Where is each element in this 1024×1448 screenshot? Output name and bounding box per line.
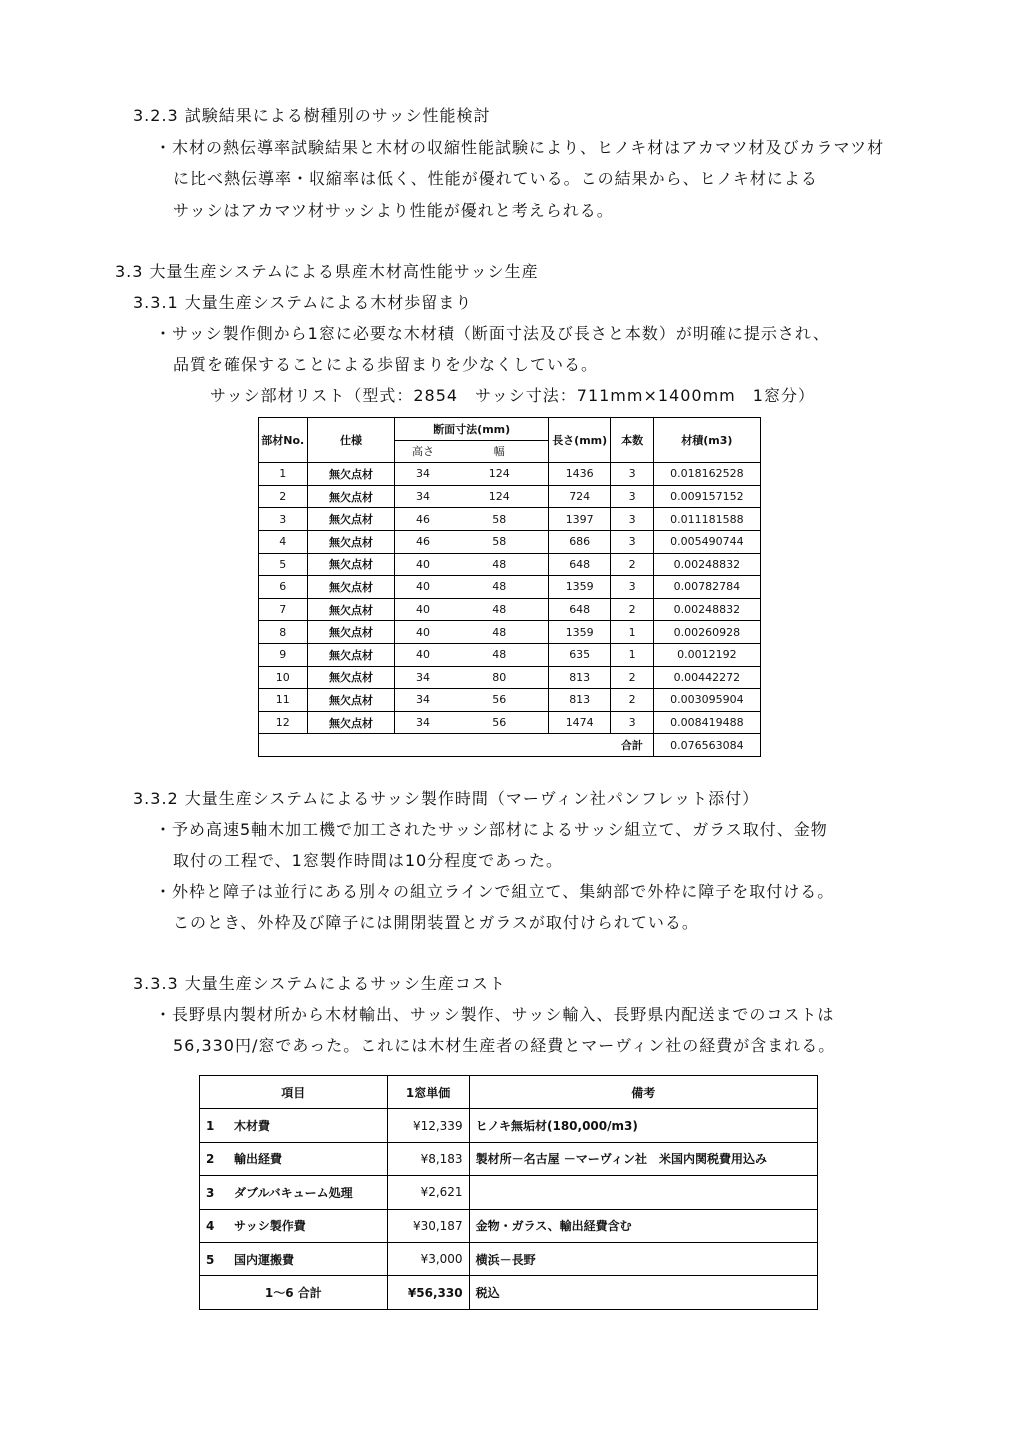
cost-total-label: 1～6 合計	[200, 1276, 388, 1309]
cell-height: 40	[395, 621, 451, 644]
cell-item-number: 5	[206, 1252, 215, 1267]
cell-unit-price: ¥12,339	[387, 1109, 469, 1142]
cell-width: 124	[451, 485, 549, 508]
cell-volume: 0.008419488	[653, 711, 760, 734]
cell-count: 3	[611, 463, 653, 486]
cell-note: 製材所－名古屋 －マーヴィン社 米国内関税費用込み	[469, 1142, 817, 1175]
cell-item-label: サッシ製作費	[234, 1219, 306, 1234]
cell-item	[200, 1109, 388, 1142]
section-title-3-3-3: 3.3.3 大量生産システムによるサッシ生産コスト	[133, 974, 506, 993]
table-total-row	[259, 734, 761, 757]
paragraph-line: ・サッシ製作側から1窓に必要な木材積（断面寸法及び長さと本数）が明確に提示され、	[155, 324, 830, 343]
cell-count: 2	[611, 553, 653, 576]
cell-width: 56	[451, 711, 549, 734]
table-row	[259, 666, 761, 689]
cost-row	[200, 1176, 818, 1209]
table-row	[259, 463, 761, 486]
header-note: 備考	[469, 1076, 817, 1109]
cell-length: 724	[548, 485, 610, 508]
cell-count: 3	[611, 508, 653, 531]
parts-list-table	[258, 417, 761, 757]
cell-note: 金物・ガラス、輸出経費含む	[469, 1209, 817, 1242]
table-row	[259, 530, 761, 553]
cell-note	[469, 1176, 817, 1209]
cell-volume: 0.005490744	[653, 530, 760, 553]
paragraph-line: 取付の工程で、1窓製作時間は10分程度であった。	[173, 851, 564, 870]
cell-item-label: ダブルバキューム処理	[234, 1185, 353, 1200]
total-value: 0.076563084	[653, 734, 760, 757]
cell-item	[200, 1176, 388, 1209]
cost-total-note: 税込	[469, 1276, 817, 1309]
table-row	[259, 621, 761, 644]
cell-spec: 無欠点材	[307, 621, 395, 644]
table-row	[259, 643, 761, 666]
cost-table	[199, 1075, 818, 1310]
cell-spec: 無欠点材	[307, 530, 395, 553]
cell-length: 1436	[548, 463, 610, 486]
header-volume: 材積(m3)	[653, 418, 760, 463]
cell-item-number: 2	[206, 1152, 215, 1167]
cell-part-no: 7	[259, 598, 308, 621]
cell-length: 1359	[548, 621, 610, 644]
header-spec: 仕様	[307, 418, 395, 463]
cell-count: 3	[611, 711, 653, 734]
cell-height: 46	[395, 530, 451, 553]
cell-spec: 無欠点材	[307, 485, 395, 508]
header-length: 長さ(mm)	[548, 418, 610, 463]
header-item: 項目	[200, 1076, 388, 1109]
cell-note: 横浜－長野	[469, 1242, 817, 1275]
cell-unit-price: ¥8,183	[387, 1142, 469, 1175]
cell-item	[200, 1142, 388, 1175]
total-label: 合計	[611, 734, 653, 757]
cell-part-no: 4	[259, 530, 308, 553]
cell-height: 34	[395, 485, 451, 508]
cost-row	[200, 1209, 818, 1242]
cell-unit-price: ¥30,187	[387, 1209, 469, 1242]
table-row	[259, 576, 761, 599]
section-title-3-3-2: 3.3.2 大量生産システムによるサッシ製作時間（マーヴィン社パンフレット添付）	[133, 789, 760, 808]
cell-volume: 0.0012192	[653, 643, 760, 666]
cell-volume: 0.00260928	[653, 621, 760, 644]
section-title-3-3: 3.3 大量生産システムによる県産木材高性能サッシ生産	[115, 262, 539, 281]
table-row	[259, 711, 761, 734]
cell-height: 40	[395, 643, 451, 666]
paragraph-line: このとき、外枠及び障子には開閉装置とガラスが取付けられている。	[173, 913, 699, 932]
cost-total-row	[200, 1276, 818, 1309]
header-count: 本数	[611, 418, 653, 463]
section-title-3-3-1: 3.3.1 大量生産システムによる木材歩留まり	[133, 293, 473, 312]
cell-spec: 無欠点材	[307, 643, 395, 666]
paragraph-line: に比べ熱伝導率・収縮率は低く、性能が優れている。この結果から、ヒノキ材による	[173, 169, 818, 188]
paragraph-line: 56,330円/窓であった。これには木材生産者の経費とマーヴィン社の経費が含まれる。	[173, 1036, 836, 1055]
cell-count: 2	[611, 689, 653, 712]
cell-volume: 0.00442272	[653, 666, 760, 689]
cell-count: 3	[611, 485, 653, 508]
cell-width: 48	[451, 553, 549, 576]
cell-length: 1474	[548, 711, 610, 734]
cell-item	[200, 1209, 388, 1242]
cell-length: 813	[548, 666, 610, 689]
cost-table-body	[200, 1109, 818, 1276]
cell-width: 48	[451, 621, 549, 644]
cell-part-no: 1	[259, 463, 308, 486]
cell-width: 56	[451, 689, 549, 712]
cell-item-label: 輸出経費	[234, 1152, 283, 1167]
table-caption: サッシ部材リスト（型式：2854 サッシ寸法：711mm×1400mm 1窓分）	[210, 386, 815, 405]
cell-volume: 0.00248832	[653, 598, 760, 621]
cell-part-no: 6	[259, 576, 308, 599]
cell-item	[200, 1242, 388, 1275]
cell-spec: 無欠点材	[307, 598, 395, 621]
parts-table-body	[259, 463, 761, 734]
cell-height: 34	[395, 463, 451, 486]
paragraph-line: ・長野県内製材所から木材輸出、サッシ製作、サッシ輸入、長野県内配送までのコストは	[155, 1005, 835, 1024]
cell-item-number: 3	[206, 1185, 215, 1200]
cell-unit-price: ¥2,621	[387, 1176, 469, 1209]
cell-height: 40	[395, 576, 451, 599]
cell-item-number: 4	[206, 1219, 215, 1234]
cell-count: 1	[611, 621, 653, 644]
paragraph-line: 品質を確保することによる歩留まりを少なくしている。	[173, 355, 599, 374]
cell-item-label: 木材費	[234, 1119, 271, 1134]
total-label	[259, 734, 611, 757]
cell-count: 3	[611, 576, 653, 599]
cell-volume: 0.018162528	[653, 463, 760, 486]
cell-part-no: 3	[259, 508, 308, 531]
table-row	[259, 689, 761, 712]
cell-spec: 無欠点材	[307, 463, 395, 486]
cell-part-no: 8	[259, 621, 308, 644]
paragraph-line: ・木材の熱伝導率試験結果と木材の収縮性能試験により、ヒノキ材はアカマツ材及びカラマツ材	[155, 138, 885, 157]
cell-volume: 0.009157152	[653, 485, 760, 508]
cell-length: 1359	[548, 576, 610, 599]
cost-row	[200, 1242, 818, 1275]
header-width: 幅	[451, 440, 549, 463]
cell-volume: 0.00248832	[653, 553, 760, 576]
paragraph-line: ・外枠と障子は並行にある別々の組立ラインで組立て、集納部で外枠に障子を取付ける。	[155, 882, 835, 901]
cell-length: 686	[548, 530, 610, 553]
cell-count: 2	[611, 598, 653, 621]
cost-total-value: ¥56,330	[387, 1276, 469, 1309]
cost-header-row	[200, 1076, 818, 1109]
cell-count: 2	[611, 666, 653, 689]
cell-length: 813	[548, 689, 610, 712]
cell-length: 648	[548, 598, 610, 621]
cell-volume: 0.011181588	[653, 508, 760, 531]
table-row	[259, 553, 761, 576]
cell-spec: 無欠点材	[307, 711, 395, 734]
section-title-3-2-3: 3.2.3 試験結果による樹種別のサッシ性能検討	[133, 106, 491, 125]
cost-row	[200, 1109, 818, 1142]
paragraph-line: サッシはアカマツ材サッシより性能が優れと考えられる。	[173, 201, 614, 220]
cell-part-no: 5	[259, 553, 308, 576]
cell-count: 3	[611, 530, 653, 553]
header-part-no: 部材No.	[259, 418, 308, 463]
cell-length: 648	[548, 553, 610, 576]
cell-spec: 無欠点材	[307, 666, 395, 689]
cell-unit-price: ¥3,000	[387, 1242, 469, 1275]
cell-length: 1397	[548, 508, 610, 531]
cell-note: ヒノキ無垢材(180,000/m3)	[469, 1109, 817, 1142]
cell-width: 58	[451, 530, 549, 553]
header-unit-price: 1窓単価	[387, 1076, 469, 1109]
cell-volume: 0.003095904	[653, 689, 760, 712]
table-row	[259, 485, 761, 508]
cell-width: 48	[451, 643, 549, 666]
cell-spec: 無欠点材	[307, 576, 395, 599]
table-row	[259, 598, 761, 621]
cell-spec: 無欠点材	[307, 508, 395, 531]
cell-height: 34	[395, 689, 451, 712]
cell-width: 80	[451, 666, 549, 689]
cell-part-no: 11	[259, 689, 308, 712]
cell-spec: 無欠点材	[307, 553, 395, 576]
cell-volume: 0.00782784	[653, 576, 760, 599]
cell-height: 40	[395, 553, 451, 576]
header-height: 高さ	[395, 440, 451, 463]
cell-height: 34	[395, 711, 451, 734]
cell-width: 124	[451, 463, 549, 486]
cost-row	[200, 1142, 818, 1175]
cell-height: 34	[395, 666, 451, 689]
table-header-row	[259, 418, 761, 441]
cell-count: 1	[611, 643, 653, 666]
cell-width: 48	[451, 598, 549, 621]
cell-spec: 無欠点材	[307, 689, 395, 712]
cell-length: 635	[548, 643, 610, 666]
cell-height: 46	[395, 508, 451, 531]
cell-item-number: 1	[206, 1119, 215, 1134]
paragraph-line: ・予め高速5軸木加工機で加工されたサッシ部材によるサッシ組立て、ガラス取付、金物	[155, 820, 828, 839]
cell-part-no: 2	[259, 485, 308, 508]
cell-item-label: 国内運搬費	[234, 1252, 295, 1267]
cell-height: 40	[395, 598, 451, 621]
cell-width: 48	[451, 576, 549, 599]
cell-part-no: 12	[259, 711, 308, 734]
cell-part-no: 9	[259, 643, 308, 666]
cell-part-no: 10	[259, 666, 308, 689]
cell-width: 58	[451, 508, 549, 531]
table-row	[259, 508, 761, 531]
header-section-size: 断面寸法(mm)	[395, 418, 549, 441]
